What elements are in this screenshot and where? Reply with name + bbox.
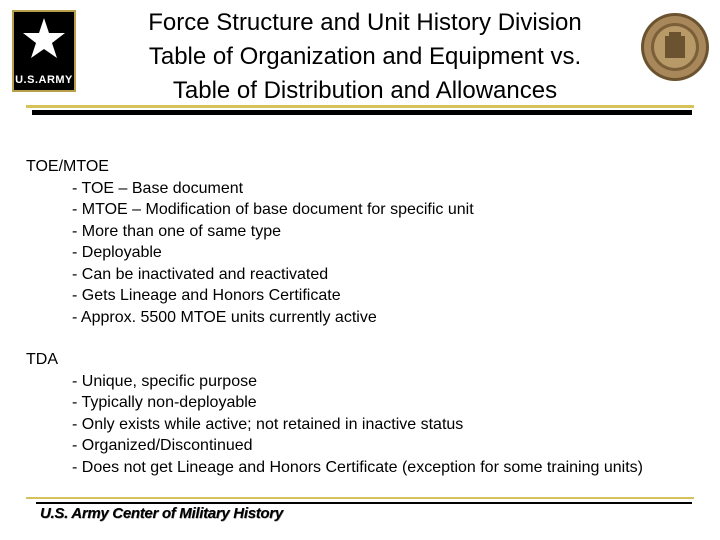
section-heading-toe: TOE/MTOE bbox=[26, 158, 109, 175]
list-item: - Typically non-deployable bbox=[72, 394, 257, 411]
header-black-rule bbox=[32, 110, 692, 115]
list-item: - MTOE – Modification of base document for specific unit bbox=[72, 201, 474, 218]
title-line: Force Structure and Unit History Division bbox=[148, 9, 582, 36]
list-item: - Does not get Lineage and Honors Certificate (exception for some training units) bbox=[72, 458, 643, 476]
toe-bullet-list bbox=[26, 178, 716, 329]
footer-gold-rule bbox=[26, 497, 694, 499]
army-logo bbox=[12, 10, 76, 92]
list-item: - Approx. 5500 MTOE units currently active bbox=[72, 308, 377, 326]
title-line: Table of Organization and Equipment vs. bbox=[148, 43, 582, 70]
list-item: - Deployable bbox=[72, 244, 162, 261]
star-icon bbox=[22, 16, 66, 60]
header-gold-rule bbox=[26, 105, 694, 108]
title-line: Table of Distribution and Allowances bbox=[172, 77, 558, 104]
list-item: - Organized/Discontinued bbox=[72, 437, 253, 454]
section-gap bbox=[26, 328, 716, 349]
list-item: - More than one of same type bbox=[72, 222, 281, 240]
list-item: - TOE – Base document bbox=[72, 179, 244, 197]
list-item: - Can be inactivated and reactivated bbox=[72, 265, 329, 283]
logo-text: U.S.ARMY bbox=[15, 74, 73, 86]
tda-bullet-list bbox=[26, 371, 716, 479]
list-item: - Unique, specific purpose bbox=[72, 372, 257, 390]
list-item: - Only exists while active; not retained in inactive status bbox=[72, 415, 464, 433]
section-heading-tda: TDA bbox=[26, 351, 58, 368]
list-item: - Gets Lineage and Honors Certificate bbox=[72, 287, 341, 304]
seal-icon bbox=[640, 12, 710, 82]
footer-black-rule bbox=[36, 502, 692, 504]
slide-body bbox=[26, 156, 716, 478]
footer-text: U.S. Army Center of Military History bbox=[40, 505, 283, 522]
page-title bbox=[95, 6, 635, 108]
